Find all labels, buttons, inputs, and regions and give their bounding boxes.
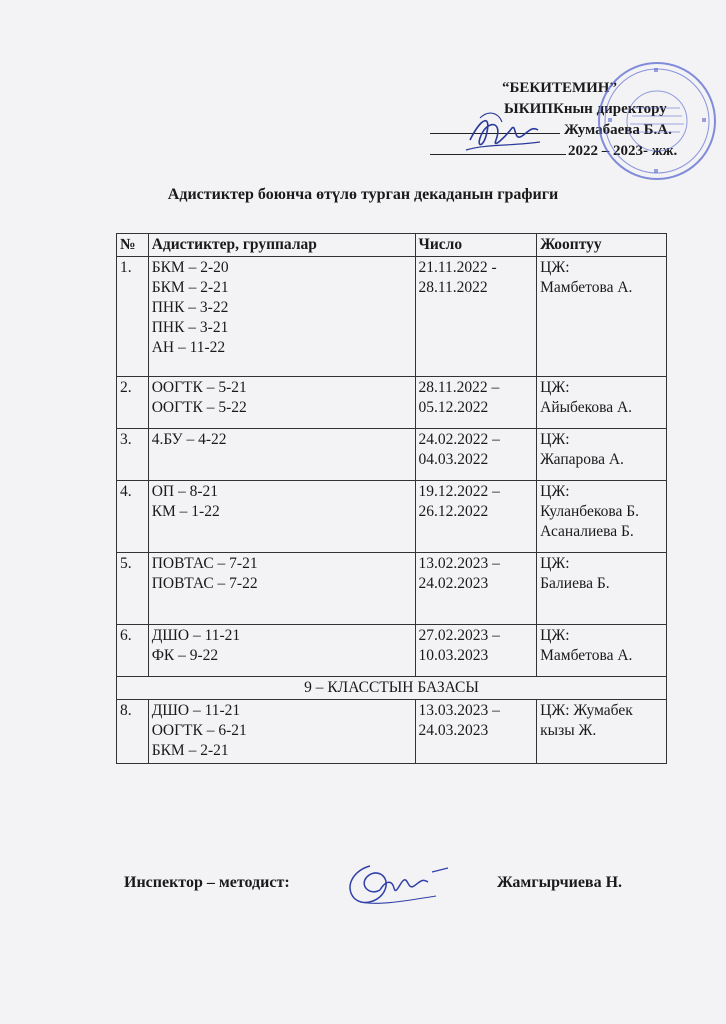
row-number: 4. — [117, 481, 149, 553]
table-row — [117, 481, 667, 553]
row-responsible-line: кызы Ж. — [540, 722, 597, 739]
row-groups-line: ООГТК – 5-21 — [151, 379, 247, 396]
row-groups — [148, 429, 415, 481]
section-label: 9 – КЛАССТЫН БАЗАСЫ — [117, 677, 667, 700]
row-groups — [148, 481, 415, 553]
row-responsible — [537, 377, 667, 429]
row-responsible-line: Айыбекова А. — [540, 399, 633, 416]
row-responsible — [537, 257, 667, 377]
row-groups-line: ДШО – 11-21 — [151, 627, 241, 644]
row-date-line: 04.03.2022 — [418, 451, 489, 468]
row-date-line: 19.12.2022 – — [418, 483, 500, 500]
row-groups-line: КМ – 1-22 — [151, 503, 220, 520]
row-responsible-line: Мамбетова А. — [540, 647, 633, 664]
row-responsible-line: ЦЖ: — [540, 483, 570, 500]
row-groups — [148, 700, 415, 764]
row-responsible-line: Балиева Б. — [540, 575, 610, 592]
header-groups: Адистиктер, группалар — [148, 234, 415, 257]
row-groups-line: ПНК – 3-22 — [151, 299, 229, 316]
row-number: 1. — [117, 257, 149, 377]
header-date: Число — [415, 234, 537, 257]
row-date-line: 13.02.2023 – — [418, 555, 500, 572]
row-date — [415, 625, 537, 677]
footer-name: Жамгырчиева Н. — [497, 874, 623, 891]
row-groups-line: ПНК – 3-21 — [151, 319, 229, 336]
row-responsible — [537, 481, 667, 553]
section-row — [117, 677, 667, 700]
row-responsible — [537, 625, 667, 677]
row-groups-line: ООГТК – 6-21 — [151, 722, 247, 739]
row-groups — [148, 553, 415, 625]
row-date-line: 13.03.2023 – — [418, 702, 500, 719]
row-date-line: 28.11.2022 – — [418, 379, 500, 396]
row-groups-line: ПОВТАС – 7-21 — [151, 555, 258, 572]
row-responsible-line: ЦЖ: — [540, 555, 570, 572]
row-date-line: 27.02.2023 – — [418, 627, 500, 644]
row-number: 2. — [117, 377, 149, 429]
row-responsible-line: Асаналиева Б. — [540, 523, 634, 540]
table-row — [117, 700, 667, 764]
row-date — [415, 481, 537, 553]
table-header-row — [117, 234, 667, 257]
footer-role: Инспектор – методист: — [124, 874, 290, 891]
approval-position: ЫКИПКнын директору — [504, 101, 667, 117]
row-groups-line: БКМ – 2-20 — [151, 259, 229, 276]
row-groups-line: БКМ – 2-21 — [151, 742, 229, 759]
row-responsible-line: ЦЖ: — [540, 379, 570, 396]
director-signature-icon — [462, 106, 542, 162]
row-date-line: 24.02.2022 – — [418, 431, 500, 448]
row-groups-line: АН – 11-22 — [151, 339, 226, 356]
row-groups-line: ООГТК – 5-22 — [151, 399, 247, 416]
row-date-line: 24.02.2023 — [418, 575, 489, 592]
row-groups-line: 4.БУ – 4-22 — [151, 431, 227, 448]
table-row — [117, 257, 667, 377]
row-responsible-line: Жапарова А. — [540, 451, 624, 468]
row-groups — [148, 625, 415, 677]
schedule-table — [116, 233, 667, 764]
row-number: 8. — [117, 700, 149, 764]
row-number: 3. — [117, 429, 149, 481]
approval-heading: “БЕКИТЕМИН” — [502, 80, 617, 96]
row-date-line: 21.11.2022 - — [418, 259, 497, 276]
row-date-line: 24.03.2023 — [418, 722, 489, 739]
official-stamp-icon — [594, 58, 720, 184]
row-groups — [148, 377, 415, 429]
row-responsible-line: Мамбетова А. — [540, 279, 633, 296]
row-responsible-line: ЦЖ: — [540, 431, 570, 448]
row-groups-line: ДШО – 11-21 — [151, 702, 241, 719]
row-date — [415, 257, 537, 377]
row-responsible-line: Куланбекова Б. — [540, 503, 639, 520]
table-row — [117, 553, 667, 625]
table-row — [117, 625, 667, 677]
row-date-line: 10.03.2023 — [418, 647, 489, 664]
row-number: 6. — [117, 625, 149, 677]
row-date — [415, 700, 537, 764]
director-name: Жумабаева Б.А. — [564, 122, 672, 138]
row-date — [415, 553, 537, 625]
row-date-line: 05.12.2022 — [418, 399, 489, 416]
row-date-line: 26.12.2022 — [418, 503, 489, 520]
row-date — [415, 377, 537, 429]
row-groups-line: БКМ – 2-21 — [151, 279, 229, 296]
row-date-line: 28.11.2022 — [418, 279, 488, 296]
row-responsible-line: ЦЖ: Жумабек — [540, 702, 633, 719]
header-responsible: Жооптуу — [537, 234, 667, 257]
inspector-signature-icon — [340, 856, 450, 912]
page-title: Адистиктер боюнча өтүлө турган декаданын графиги — [167, 186, 559, 203]
row-responsible — [537, 553, 667, 625]
row-responsible-line: ЦЖ: — [540, 259, 570, 276]
row-responsible — [537, 700, 667, 764]
row-groups-line: ОП – 8-21 — [151, 483, 218, 500]
header-number: № — [117, 234, 149, 257]
row-number: 5. — [117, 553, 149, 625]
row-groups-line: ФК – 9-22 — [151, 647, 219, 664]
table-row — [117, 429, 667, 481]
row-groups-line: ПОВТАС – 7-22 — [151, 575, 258, 592]
row-date — [415, 429, 537, 481]
row-responsible — [537, 429, 667, 481]
table-row — [117, 377, 667, 429]
approval-years: 2022 – 2023- жж. — [568, 143, 678, 159]
row-responsible-line: ЦЖ: — [540, 627, 570, 644]
row-groups — [148, 257, 415, 377]
